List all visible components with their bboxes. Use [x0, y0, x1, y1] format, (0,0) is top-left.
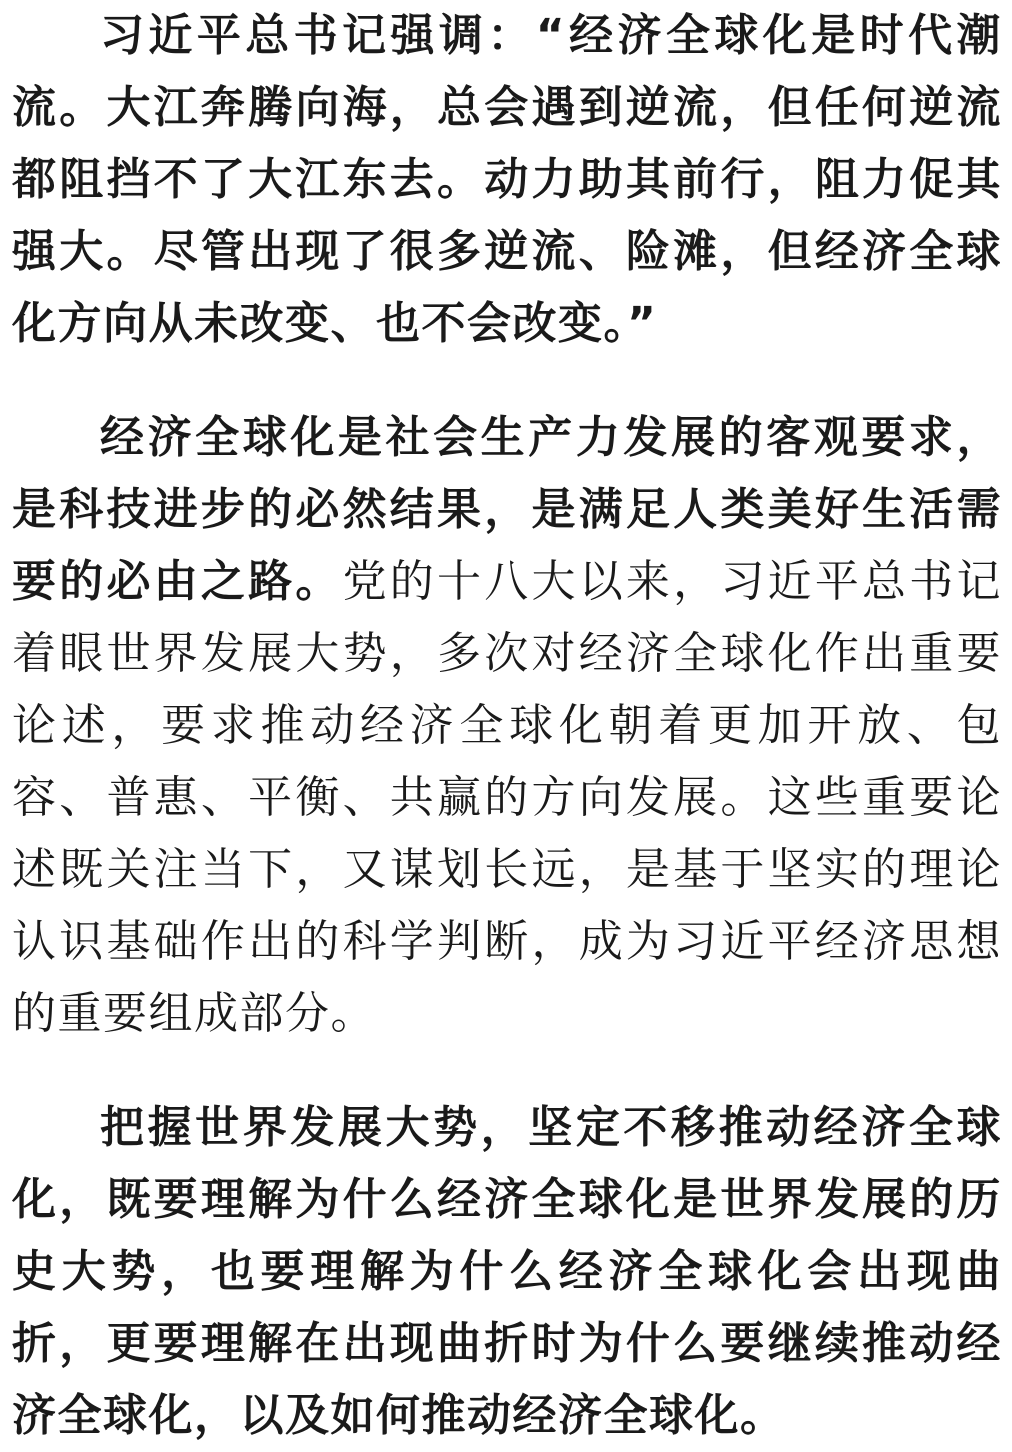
paragraph-2-regular-text: 党的十八大以来，习近平总书记着眼世界发展大势，多次对经济全球化作出重要论述，要求推动经济全球化朝着更加开放、包容、普惠、平衡、共赢的方向发展。这些重要论述既关注当下，又谋划长远，是基于坚实的理论认识基础作出的科学判断，成为习近平经济思想的重要组成部分。 [12, 556, 1003, 1039]
paragraph-2 [12, 402, 1002, 1050]
article-body [12, 0, 1002, 1452]
paragraph-1 [12, 0, 1002, 360]
paragraph-3 [12, 1092, 1002, 1452]
paragraph-3-bold-text: 把握世界发展大势，坚定不移推动经济全球化，既要理解为什么经济全球化是世界发展的历史大势，也要理解为什么经济全球化会出现曲折，更要理解在出现曲折时为什么要继续推动经济全球化，以及如何推动经济全球化。 [12, 1102, 1002, 1441]
paragraph-2-bold-text: 经济全球化是社会生产力发展的客观要求，是科技进步的必然结果，是满足人类美好生活需要的必由之路。 [12, 412, 1002, 607]
paragraph-1-bold-text: 习近平总书记强调：“经济全球化是时代潮流。大江奔腾向海，总会遇到逆流，但任何逆流都阻挡不了大江东去。动力助其前行，阻力促其强大。尽管出现了很多逆流、险滩，但经济全球化方向从未改变、也不会改变。” [12, 10, 1002, 349]
